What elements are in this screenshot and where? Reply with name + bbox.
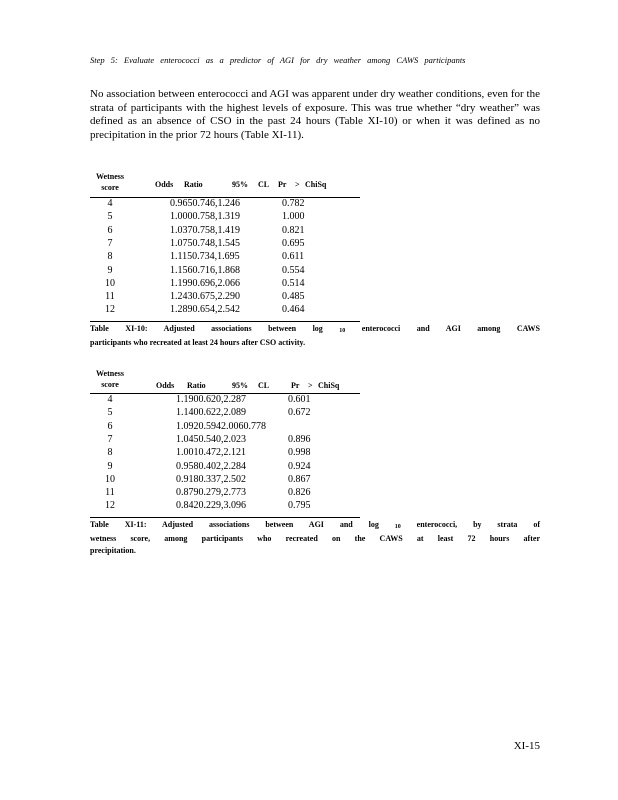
table-cell-odds-ratio-ci: 1.0010.472,2.121 — [176, 447, 246, 459]
table-cell-score: 8 — [107, 447, 113, 459]
page-number: XI-15 — [513, 740, 540, 752]
table-cell-score: 8 — [107, 251, 113, 263]
header-gt: > — [308, 381, 313, 390]
table-cell-score: 11 — [105, 291, 115, 303]
table-cell-score: 4 — [107, 394, 113, 405]
table-cell-odds-ratio-ci: 1.1900.620,2.287 — [176, 394, 246, 405]
table-cell-odds-ratio-ci: 1.1400.622,2.089 — [176, 407, 246, 419]
table-cell-p-value: 0.867 — [288, 473, 311, 485]
header-ci: 95% — [232, 180, 248, 189]
table-cell-p-value: 0.821 — [282, 224, 305, 236]
table-cell-score: 10 — [105, 277, 115, 289]
table-cell-p-value: 0.795 — [288, 500, 311, 512]
table-cell-score: 9 — [107, 460, 113, 472]
caption-line: precipitation. — [90, 546, 136, 555]
header-chisq: ChiSq — [318, 381, 340, 390]
header-cl: CL — [258, 180, 270, 189]
table-cell-score: 12 — [105, 500, 115, 512]
table-cell-p-value: 0.514 — [282, 277, 305, 289]
table-cell-p-value: 0.998 — [288, 447, 311, 459]
table-cell-odds-ratio-ci: 0.8790.279,2.773 — [176, 487, 246, 499]
table-cell-odds-ratio-ci: 1.2430.675,2.290 — [170, 291, 240, 303]
table-cell-odds-ratio-ci: 1.0920.5942.0060.778 — [176, 420, 266, 432]
header-chisq: ChiSq — [305, 180, 327, 189]
header-odds: Odds — [155, 180, 174, 189]
table-cell-score: 5 — [107, 211, 113, 223]
table-rule-bottom — [90, 321, 360, 322]
table-cell-odds-ratio-ci: 1.0450.540,2.023 — [176, 433, 246, 445]
table-cell-odds-ratio-ci: 0.9180.337,2.502 — [176, 473, 246, 485]
table-cell-score: 12 — [105, 304, 115, 316]
caption-text: Table XI-10: Adjusted associations between log — [90, 324, 323, 333]
table-cell-p-value: 0.695 — [282, 237, 305, 249]
table-cell-p-value: 0.782 — [282, 198, 305, 209]
table-rule-bottom — [90, 517, 360, 518]
header-odds: Odds — [156, 381, 175, 390]
table-cell-score: 4 — [107, 198, 113, 209]
table-cell-p-value: 1.000 — [282, 211, 305, 223]
table-cell-odds-ratio-ci: 0.8420.229,3.096 — [176, 500, 246, 512]
header-ci: 95% — [232, 381, 248, 390]
table-cell-p-value: 0.611 — [282, 251, 305, 263]
header-cl: CL — [258, 381, 270, 390]
caption-text: enterococci, by strata of — [416, 520, 540, 529]
table-xi-10-caption — [90, 323, 540, 349]
table-cell-p-value: 0.896 — [288, 433, 311, 445]
table-cell-score: 6 — [107, 420, 113, 432]
header-ratio: Ratio — [187, 381, 206, 390]
caption-text: Table XI-11: Adjusted associations between AGI and log — [90, 520, 379, 529]
step-heading: Step 5: Evaluate enterococci as a predictor of AGI for dry weather among CAWS participants — [90, 55, 466, 65]
header-wetness-score — [92, 368, 128, 390]
header-pr: Pr — [291, 381, 300, 390]
table-cell-odds-ratio-ci: 1.1990.696,2.066 — [170, 277, 240, 289]
header-gt: > — [295, 180, 300, 189]
header-pr: Pr — [278, 180, 287, 189]
table-cell-odds-ratio-ci: 0.9650.746,1.246 — [170, 198, 240, 209]
table-xi-11-caption — [90, 519, 540, 557]
header-wetness: Wetness — [96, 172, 124, 181]
caption-text: enterococci and AGI among CAWS — [361, 324, 541, 333]
table-cell-odds-ratio-ci: 0.9580.402,2.284 — [176, 460, 246, 472]
caption-line: wetness score, among participants who recreated on the CAWS at least 72 hours after — [90, 534, 540, 543]
table-cell-score: 9 — [107, 264, 113, 276]
table-cell-p-value: 0.464 — [282, 304, 305, 316]
caption-line: participants who recreated at least 24 hours after CSO activity. — [90, 338, 306, 347]
table-cell-odds-ratio-ci: 1.0750.748,1.545 — [170, 237, 240, 249]
table-cell-odds-ratio-ci: 1.2890.654,2.542 — [170, 304, 240, 316]
table-cell-score: 6 — [107, 224, 113, 236]
caption-subscript: 10 — [394, 524, 401, 530]
body-paragraph: No association between enterococci and AGI was apparent under dry weather conditions, even for the strata of participants with the highest levels of exposure. This was true whether “dry weather” was defined as an absence of CSO in the past 24 hours (Table XI-10) or when it was defined as no precipitation in the prior 72 hours (Table XI-11). — [90, 88, 540, 141]
table-cell-p-value: 0.554 — [282, 264, 305, 276]
header-score: score — [101, 380, 119, 389]
table-cell-score: 11 — [105, 487, 115, 499]
header-wetness-score — [92, 171, 128, 193]
table-cell-p-value: 0.826 — [288, 487, 311, 499]
table-cell-p-value: 0.485 — [282, 291, 305, 303]
table-cell-odds-ratio-ci: 1.1150.734,1.695 — [170, 251, 240, 263]
table-cell-odds-ratio-ci: 1.0370.758,1.419 — [170, 224, 240, 236]
table-cell-p-value: 0.924 — [288, 460, 311, 472]
table-cell-score: 10 — [105, 473, 115, 485]
table-cell-p-value: 0.672 — [288, 407, 311, 419]
table-cell-p-value: 0.601 — [288, 394, 311, 405]
header-wetness: Wetness — [96, 369, 124, 378]
table-cell-score: 7 — [107, 433, 113, 445]
table-cell-odds-ratio-ci: 1.0000.758,1.319 — [170, 211, 240, 223]
table-cell-score: 5 — [107, 407, 113, 419]
caption-subscript: 10 — [339, 328, 346, 334]
header-ratio: Ratio — [184, 180, 203, 189]
header-score: score — [101, 183, 119, 192]
table-cell-score: 7 — [107, 237, 113, 249]
table-cell-odds-ratio-ci: 1.1560.716,1.868 — [170, 264, 240, 276]
